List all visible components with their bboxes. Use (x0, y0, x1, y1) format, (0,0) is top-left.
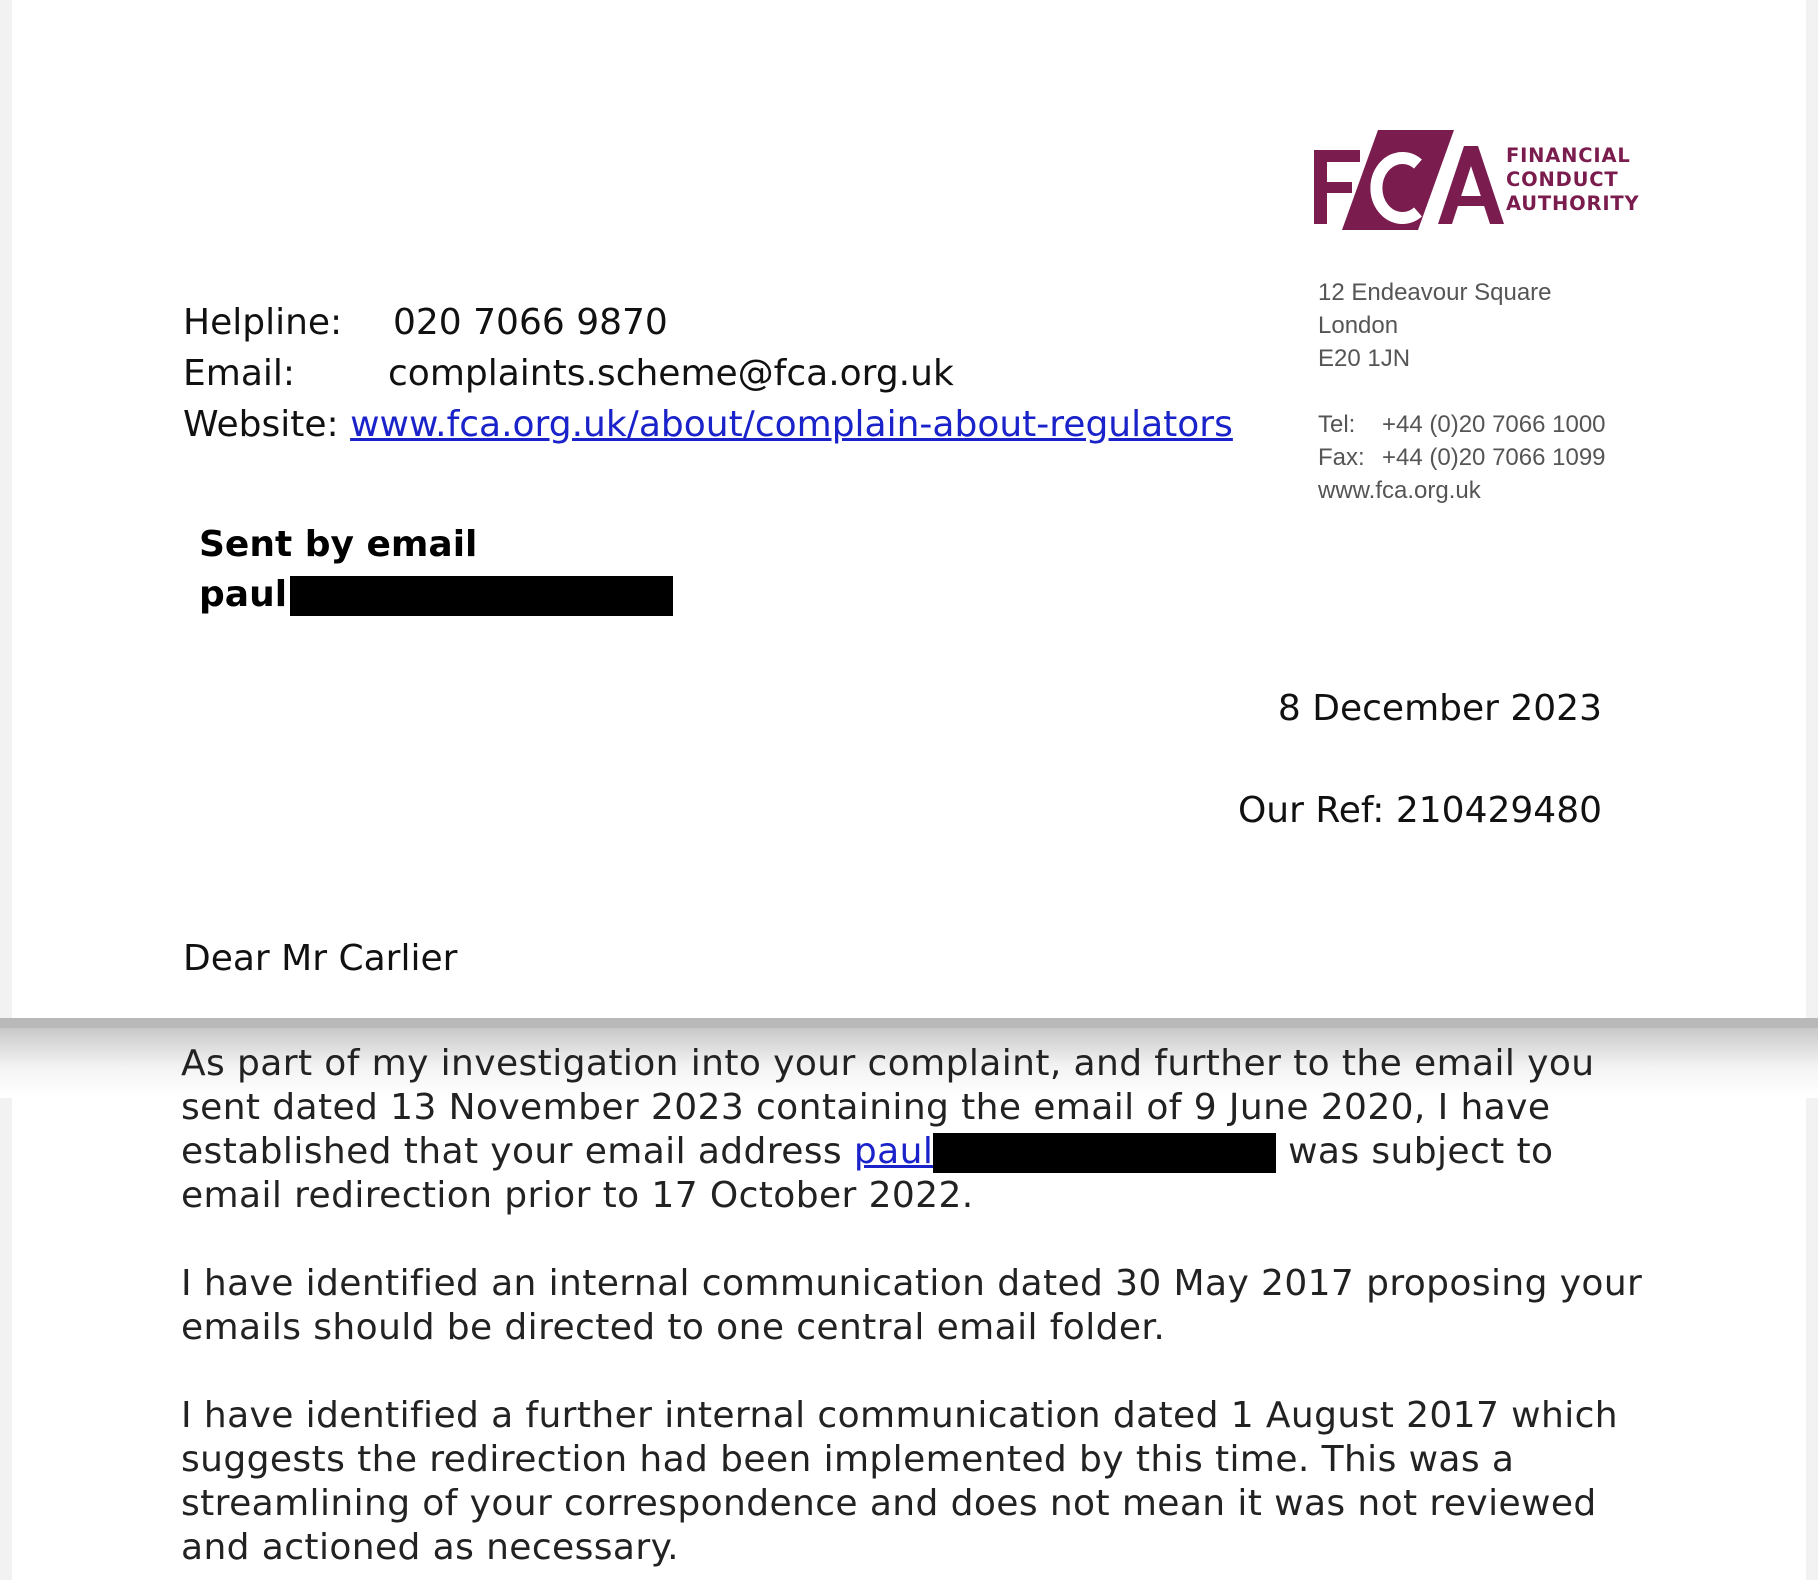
our-reference: Our Ref: 210429480 (1237, 790, 1602, 831)
tel-label: Tel: (1318, 411, 1356, 438)
page-margin-right (1806, 0, 1818, 1580)
fax-label: Fax: (1318, 444, 1365, 471)
helpline-label: Helpline: (183, 302, 343, 343)
complaints-contact-block (183, 297, 1233, 450)
salutation: Dear Mr Carlier (183, 938, 458, 979)
paragraph-3-line-4: and actioned as necessary. (181, 1527, 679, 1568)
paragraph-2-line-1: I have identified an internal communication dated 30 May 2017 proposing your (181, 1263, 1643, 1304)
fax-number: +44 (0)20 7066 1099 (1382, 444, 1606, 471)
page-break (0, 1018, 1818, 1028)
tel-number: +44 (0)20 7066 1000 (1382, 411, 1606, 438)
paragraph-3-line-2: suggests the redirection had been implemented by this time. This was a (181, 1439, 1515, 1480)
body-paragraph-1 (181, 1042, 1651, 1218)
logo-word-financial: FINANCIAL (1506, 144, 1631, 167)
address-line-3: E20 1JN (1318, 345, 1411, 372)
website-row (183, 399, 1233, 450)
recipient-email-row (199, 570, 673, 620)
tel-row (1318, 408, 1606, 441)
fca-web: www.fca.org.uk (1318, 477, 1481, 504)
paragraph-3-line-1: I have identified a further internal communication dated 1 August 2017 which (181, 1395, 1619, 1436)
address-line-2: London (1318, 312, 1399, 339)
fca-logo (1314, 128, 1640, 232)
paragraph-1-line-3-start: established that your email address (181, 1131, 843, 1172)
complaints-email: complaints.scheme@fca.org.uk (388, 353, 954, 394)
recipient-email-link[interactable]: paul (853, 1131, 934, 1172)
paragraph-1-line-3-end: was subject to (1288, 1131, 1554, 1172)
website-label: Website: (183, 404, 339, 445)
paragraph-1-line-3 (181, 1130, 1651, 1174)
letter-date: 8 December 2023 (1277, 688, 1602, 729)
body-paragraph-2 (181, 1262, 1651, 1350)
logo-wordmark (1506, 144, 1639, 216)
fax-row (1318, 441, 1606, 474)
redaction-bar-inline (933, 1133, 1276, 1173)
page-margin-left (0, 0, 12, 1580)
helpline-number: 020 7066 9870 (393, 302, 668, 343)
fca-address (1318, 276, 1552, 375)
paragraph-2-line-2: emails should be directed to one central email folder. (181, 1307, 1166, 1348)
paragraph-1-line-1: As part of my investigation into your complaint, and further to the email you (181, 1043, 1595, 1084)
address-line-1: 12 Endeavour Square (1318, 279, 1552, 306)
complaints-website-link[interactable]: www.fca.org.uk/about/complain-about-regulators (350, 404, 1233, 445)
recipient-email-prefix: paul (199, 574, 288, 615)
sent-by-block (199, 520, 673, 620)
email-row (183, 348, 1233, 399)
paragraph-3-line-3: streamlining of your correspondence and does not mean it was not reviewed (181, 1483, 1597, 1524)
logo-word-authority: AUTHORITY (1506, 192, 1640, 215)
sent-by-label: Sent by email (199, 524, 478, 565)
helpline-row (183, 297, 1233, 348)
redaction-bar (290, 576, 673, 616)
fca-logo-mark (1314, 128, 1504, 232)
body-paragraph-3 (181, 1394, 1651, 1570)
paragraph-1-line-4: email redirection prior to 17 October 2022. (181, 1175, 974, 1216)
logo-word-conduct: CONDUCT (1506, 168, 1619, 191)
fca-phone-block (1318, 408, 1606, 507)
paragraph-1-line-2: sent dated 13 November 2023 containing the email of 9 June 2020, I have (181, 1087, 1551, 1128)
email-label: Email: (183, 353, 296, 394)
